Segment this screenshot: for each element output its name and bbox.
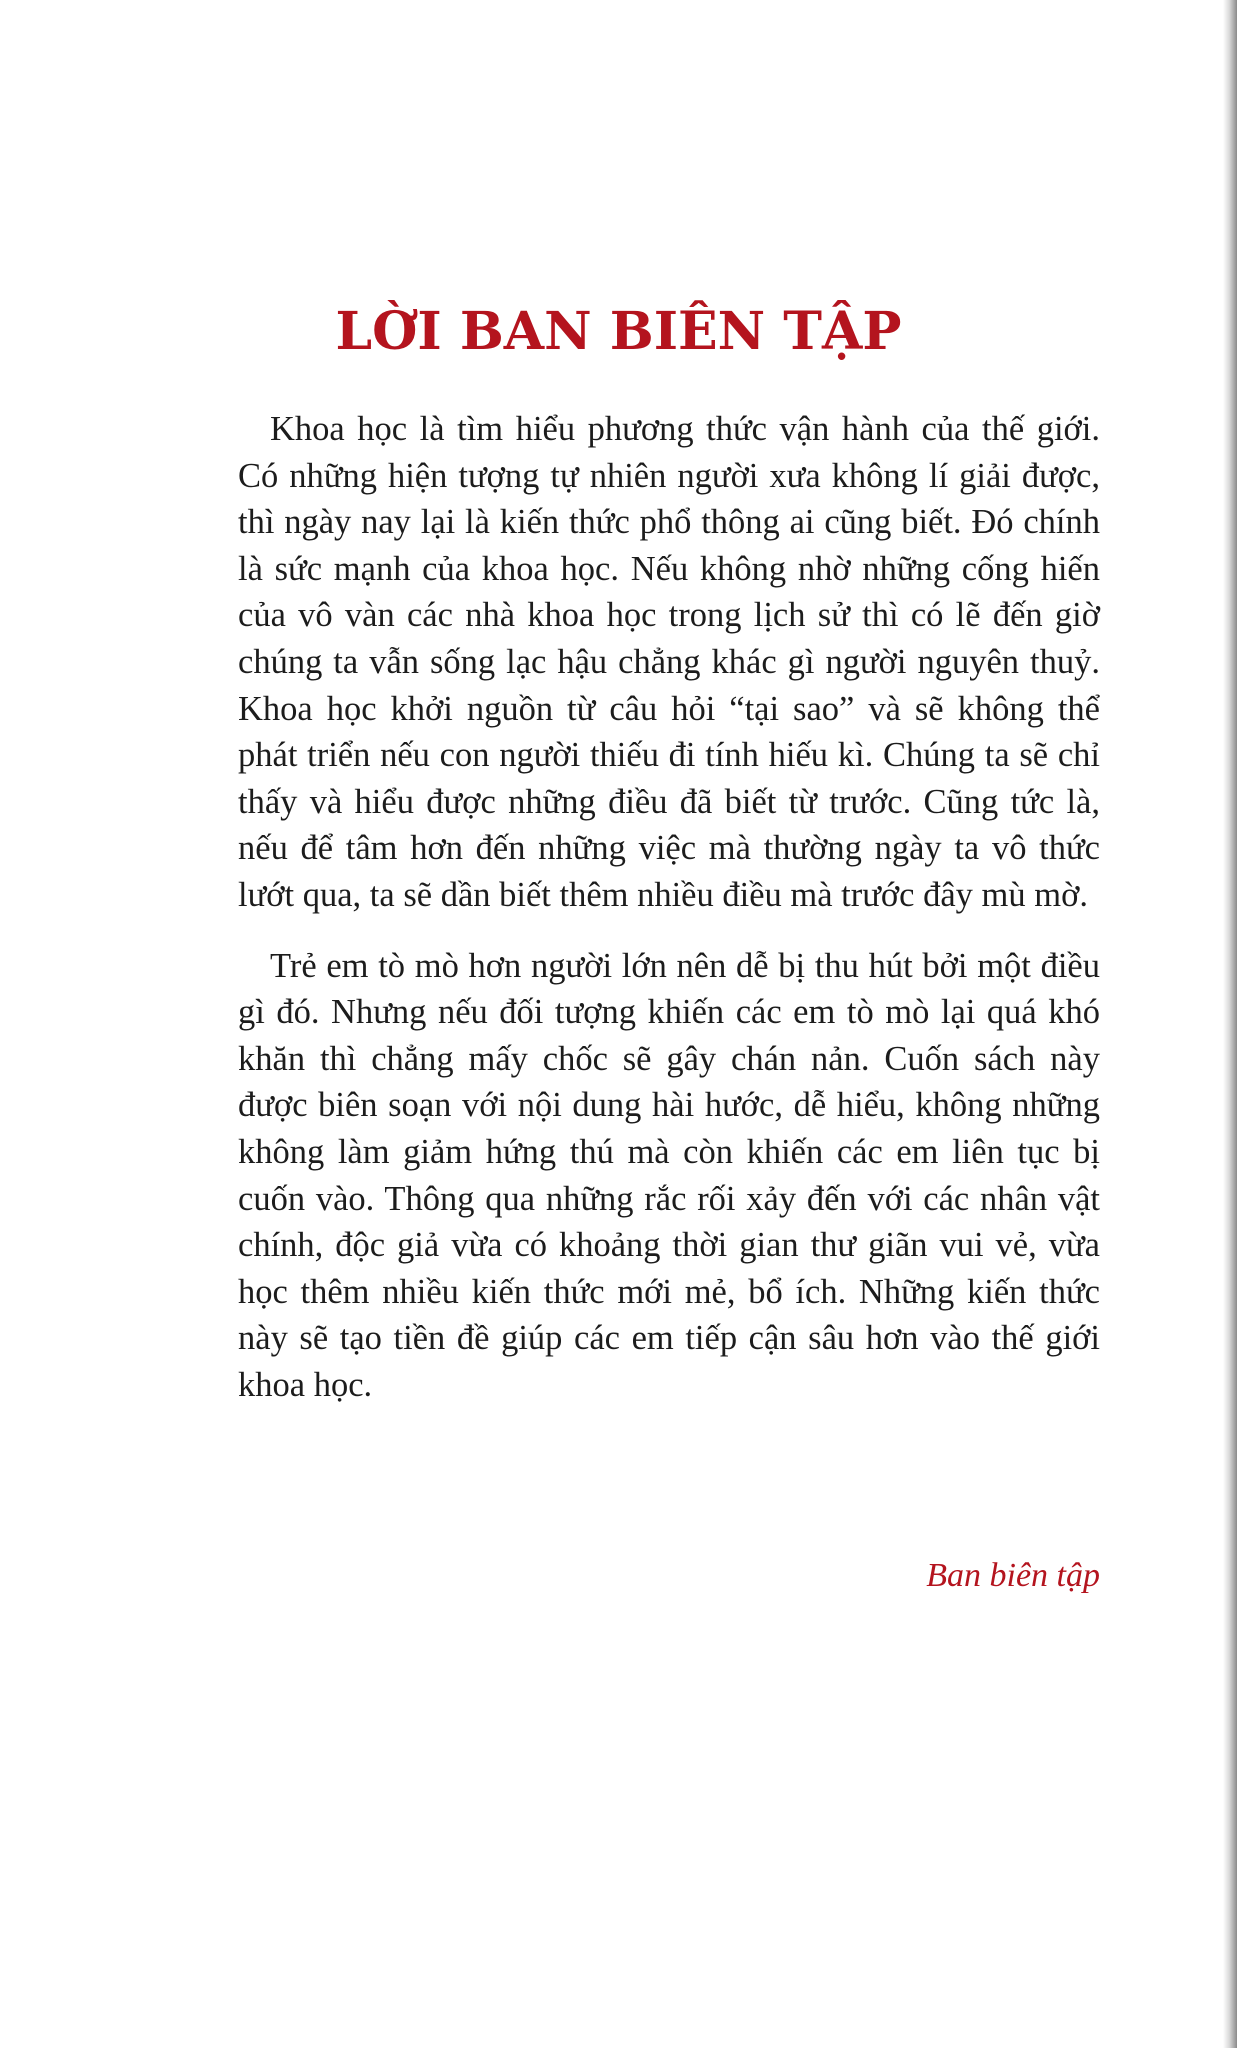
page-title: LỜI BAN BIÊN TẬP: [335, 301, 902, 362]
signature: Ban biên tập: [926, 1557, 1100, 1594]
paragraph-2: Trẻ em tò mò hơn người lớn nên dễ bị thu hút bởi một điều gì đó. Nhưng nếu đối tượng khiến các em tò mò lại quá khó khăn thì chẳng mấy chốc sẽ gây chán nản. Cuốn sách này được biên soạn với nội dung hài hước, dễ hiểu, không những không làm giảm hứng thú mà còn khiến các em liên tục bị cuốn vào. Thông qua những rắc rối xảy đến với các nhân vật chính, độc giả vừa có khoảng thời gian thư giãn vui vẻ, vừa học thêm nhiều kiến thức mới mẻ, bổ ích. Những kiến thức này sẽ tạo tiền đề giúp các em tiếp cận sâu hơn vào thế giới khoa học.: [238, 946, 1100, 1404]
page-edge-shadow: [1223, 0, 1237, 2048]
paragraph-1: Khoa học là tìm hiểu phương thức vận hành của thế giới. Có những hiện tượng tự nhiên người xưa không lí giải được, thì ngày nay lại là kiến thức phổ thông ai cũng biết. Đó chính là sức mạnh của khoa học. Nếu không nhờ những cống hiến của vô vàn các nhà khoa học trong lịch sử thì có lẽ đến giờ chúng ta vẫn sống lạc hậu chẳng khác gì người nguyên thuỷ. Khoa học khởi nguồn từ câu hỏi “tại sao” và sẽ không thể phát triển nếu con người thiếu đi tính hiếu kì. Chúng ta sẽ chỉ thấy và hiểu được những điều đã biết từ trước. Cũng tức là, nếu để tâm hơn đến những việc mà thường ngày ta vô thức lướt qua, ta sẽ dần biết thêm nhiều điều mà trước đây mù mờ.: [238, 410, 1100, 914]
body-text: [238, 406, 1100, 1408]
